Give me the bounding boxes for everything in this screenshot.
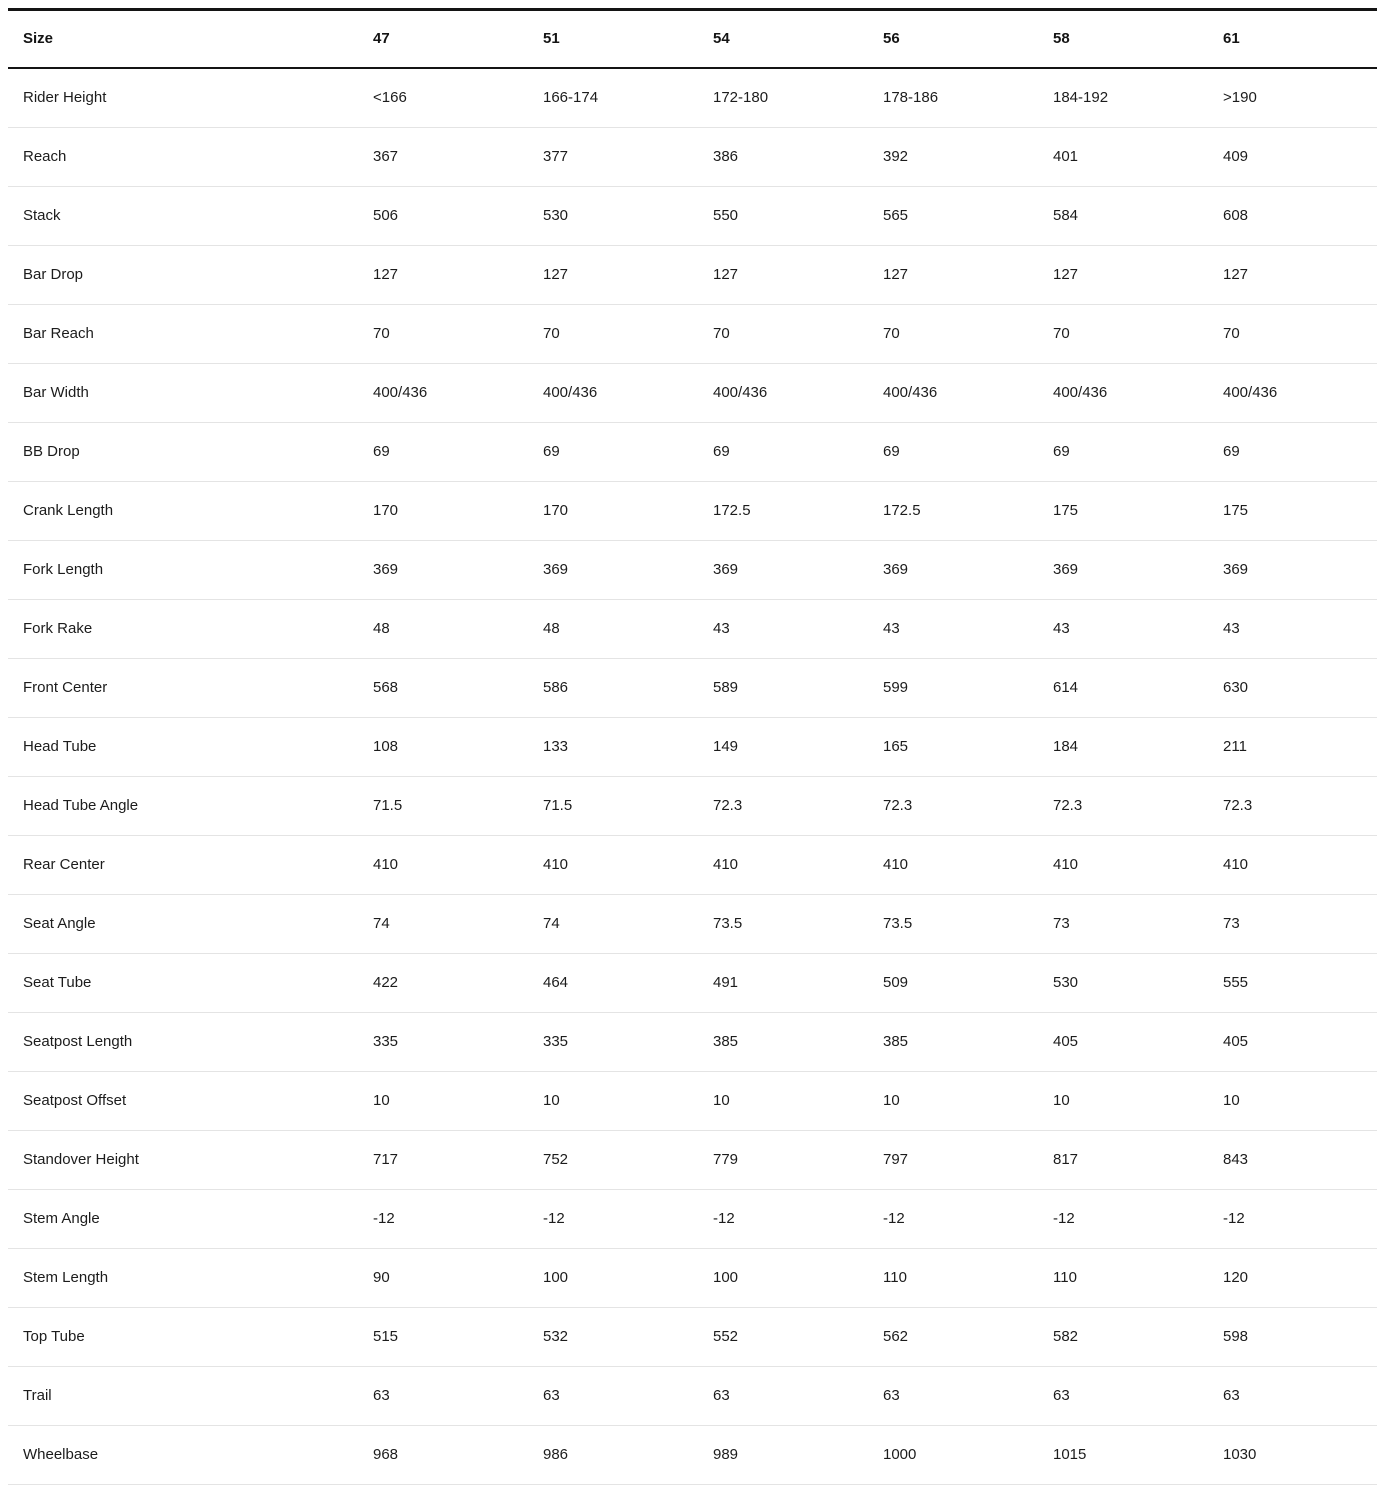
cell-value: 584: [1038, 187, 1208, 246]
table-row: [8, 128, 1377, 187]
cell-value: 70: [528, 305, 698, 364]
column-header-47: 47: [358, 10, 528, 69]
cell-value: 400/436: [1208, 364, 1377, 423]
cell-value: 843: [1208, 1131, 1377, 1190]
cell-value: 165: [868, 718, 1038, 777]
cell-value: 369: [698, 541, 868, 600]
cell-value: 70: [1038, 305, 1208, 364]
cell-value: 1030: [1208, 1426, 1377, 1485]
cell-value: 968: [358, 1426, 528, 1485]
cell-value: 72.3: [868, 777, 1038, 836]
cell-value: 73: [1208, 895, 1377, 954]
cell-value: 630: [1208, 659, 1377, 718]
cell-value: 335: [528, 1013, 698, 1072]
geometry-table-container: [8, 8, 1377, 1485]
cell-value: 410: [528, 836, 698, 895]
row-label: Wheelbase: [8, 1426, 358, 1485]
row-label: Seatpost Offset: [8, 1072, 358, 1131]
cell-value: 779: [698, 1131, 868, 1190]
cell-value: 464: [528, 954, 698, 1013]
cell-value: 422: [358, 954, 528, 1013]
table-row: [8, 954, 1377, 1013]
cell-value: 515: [358, 1308, 528, 1367]
header-row: [8, 10, 1377, 69]
cell-value: 70: [1208, 305, 1377, 364]
cell-value: 90: [358, 1249, 528, 1308]
cell-value: 100: [698, 1249, 868, 1308]
cell-value: 386: [698, 128, 868, 187]
cell-value: 586: [528, 659, 698, 718]
cell-value: 73.5: [868, 895, 1038, 954]
cell-value: 127: [868, 246, 1038, 305]
cell-value: 369: [1038, 541, 1208, 600]
row-label: Stack: [8, 187, 358, 246]
column-header-56: 56: [868, 10, 1038, 69]
cell-value: 565: [868, 187, 1038, 246]
cell-value: 1000: [868, 1426, 1038, 1485]
table-row: [8, 1367, 1377, 1426]
cell-value: 10: [528, 1072, 698, 1131]
cell-value: 582: [1038, 1308, 1208, 1367]
cell-value: 409: [1208, 128, 1377, 187]
cell-value: 69: [868, 423, 1038, 482]
cell-value: 72.3: [1038, 777, 1208, 836]
cell-value: 63: [1038, 1367, 1208, 1426]
cell-value: 367: [358, 128, 528, 187]
cell-value: 401: [1038, 128, 1208, 187]
table-row: [8, 718, 1377, 777]
cell-value: 598: [1208, 1308, 1377, 1367]
cell-value: 69: [358, 423, 528, 482]
row-label: Front Center: [8, 659, 358, 718]
cell-value: 71.5: [358, 777, 528, 836]
cell-value: 63: [698, 1367, 868, 1426]
cell-value: 74: [528, 895, 698, 954]
cell-value: 532: [528, 1308, 698, 1367]
column-header-54: 54: [698, 10, 868, 69]
cell-value: 797: [868, 1131, 1038, 1190]
cell-value: 184: [1038, 718, 1208, 777]
row-label: Trail: [8, 1367, 358, 1426]
row-label: Bar Drop: [8, 246, 358, 305]
row-label: BB Drop: [8, 423, 358, 482]
cell-value: 400/436: [358, 364, 528, 423]
cell-value: 72.3: [1208, 777, 1377, 836]
cell-value: -12: [1038, 1190, 1208, 1249]
cell-value: 10: [868, 1072, 1038, 1131]
cell-value: 589: [698, 659, 868, 718]
table-row: [8, 1426, 1377, 1485]
table-row: [8, 187, 1377, 246]
cell-value: 175: [1208, 482, 1377, 541]
cell-value: 211: [1208, 718, 1377, 777]
cell-value: 400/436: [1038, 364, 1208, 423]
cell-value: 10: [1038, 1072, 1208, 1131]
table-row: [8, 364, 1377, 423]
table-row: [8, 600, 1377, 659]
cell-value: 110: [1038, 1249, 1208, 1308]
row-label: Top Tube: [8, 1308, 358, 1367]
row-label: Stem Angle: [8, 1190, 358, 1249]
cell-value: 149: [698, 718, 868, 777]
cell-value: 110: [868, 1249, 1038, 1308]
cell-value: 120: [1208, 1249, 1377, 1308]
cell-value: -12: [528, 1190, 698, 1249]
cell-value: 752: [528, 1131, 698, 1190]
cell-value: -12: [698, 1190, 868, 1249]
cell-value: 400/436: [698, 364, 868, 423]
cell-value: 1015: [1038, 1426, 1208, 1485]
column-header-size: Size: [8, 10, 358, 69]
cell-value: 127: [528, 246, 698, 305]
table-row: [8, 1013, 1377, 1072]
cell-value: 69: [698, 423, 868, 482]
cell-value: >190: [1208, 68, 1377, 128]
cell-value: 133: [528, 718, 698, 777]
cell-value: 369: [868, 541, 1038, 600]
cell-value: 986: [528, 1426, 698, 1485]
table-row: [8, 895, 1377, 954]
cell-value: 530: [528, 187, 698, 246]
row-label: Rider Height: [8, 68, 358, 128]
cell-value: 70: [868, 305, 1038, 364]
cell-value: 70: [698, 305, 868, 364]
table-row: [8, 659, 1377, 718]
cell-value: 599: [868, 659, 1038, 718]
cell-value: 71.5: [528, 777, 698, 836]
cell-value: -12: [1208, 1190, 1377, 1249]
table-row: [8, 1131, 1377, 1190]
cell-value: 335: [358, 1013, 528, 1072]
cell-value: 506: [358, 187, 528, 246]
cell-value: 400/436: [868, 364, 1038, 423]
row-label: Bar Reach: [8, 305, 358, 364]
cell-value: 568: [358, 659, 528, 718]
row-label: Head Tube: [8, 718, 358, 777]
cell-value: 43: [868, 600, 1038, 659]
row-label: Reach: [8, 128, 358, 187]
cell-value: 127: [1038, 246, 1208, 305]
cell-value: 989: [698, 1426, 868, 1485]
cell-value: 717: [358, 1131, 528, 1190]
cell-value: 405: [1208, 1013, 1377, 1072]
cell-value: 377: [528, 128, 698, 187]
cell-value: 175: [1038, 482, 1208, 541]
cell-value: 410: [1038, 836, 1208, 895]
table-row: [8, 246, 1377, 305]
cell-value: 43: [1208, 600, 1377, 659]
cell-value: 410: [358, 836, 528, 895]
cell-value: 127: [358, 246, 528, 305]
table-row: [8, 1072, 1377, 1131]
cell-value: 562: [868, 1308, 1038, 1367]
cell-value: 10: [358, 1072, 528, 1131]
column-header-61: 61: [1208, 10, 1377, 69]
cell-value: 491: [698, 954, 868, 1013]
table-row: [8, 1190, 1377, 1249]
cell-value: 172.5: [868, 482, 1038, 541]
row-label: Stem Length: [8, 1249, 358, 1308]
cell-value: 63: [358, 1367, 528, 1426]
cell-value: 550: [698, 187, 868, 246]
cell-value: 410: [868, 836, 1038, 895]
geometry-table: [8, 8, 1377, 1485]
table-row: [8, 1249, 1377, 1308]
cell-value: 405: [1038, 1013, 1208, 1072]
cell-value: -12: [868, 1190, 1038, 1249]
row-label: Crank Length: [8, 482, 358, 541]
cell-value: 63: [528, 1367, 698, 1426]
table-row: [8, 836, 1377, 895]
table-row: [8, 541, 1377, 600]
row-label: Seat Angle: [8, 895, 358, 954]
table-row: [8, 777, 1377, 836]
cell-value: -12: [358, 1190, 528, 1249]
cell-value: 817: [1038, 1131, 1208, 1190]
cell-value: 48: [358, 600, 528, 659]
cell-value: 70: [358, 305, 528, 364]
cell-value: 178-186: [868, 68, 1038, 128]
cell-value: 10: [698, 1072, 868, 1131]
cell-value: 392: [868, 128, 1038, 187]
cell-value: 369: [1208, 541, 1377, 600]
cell-value: 555: [1208, 954, 1377, 1013]
row-label: Head Tube Angle: [8, 777, 358, 836]
cell-value: 127: [698, 246, 868, 305]
cell-value: 166-174: [528, 68, 698, 128]
table-row: [8, 305, 1377, 364]
cell-value: 73.5: [698, 895, 868, 954]
cell-value: 63: [1208, 1367, 1377, 1426]
column-header-58: 58: [1038, 10, 1208, 69]
cell-value: 127: [1208, 246, 1377, 305]
cell-value: 385: [868, 1013, 1038, 1072]
cell-value: 552: [698, 1308, 868, 1367]
cell-value: 369: [528, 541, 698, 600]
cell-value: 69: [1208, 423, 1377, 482]
cell-value: 172.5: [698, 482, 868, 541]
cell-value: 48: [528, 600, 698, 659]
row-label: Standover Height: [8, 1131, 358, 1190]
cell-value: 400/436: [528, 364, 698, 423]
table-row: [8, 1308, 1377, 1367]
cell-value: 72.3: [698, 777, 868, 836]
cell-value: 410: [1208, 836, 1377, 895]
cell-value: 614: [1038, 659, 1208, 718]
cell-value: 63: [868, 1367, 1038, 1426]
row-label: Rear Center: [8, 836, 358, 895]
row-label: Fork Rake: [8, 600, 358, 659]
cell-value: 74: [358, 895, 528, 954]
cell-value: 69: [528, 423, 698, 482]
cell-value: 172-180: [698, 68, 868, 128]
cell-value: 170: [358, 482, 528, 541]
column-header-51: 51: [528, 10, 698, 69]
cell-value: 385: [698, 1013, 868, 1072]
table-row: [8, 423, 1377, 482]
cell-value: 100: [528, 1249, 698, 1308]
cell-value: 43: [1038, 600, 1208, 659]
cell-value: 530: [1038, 954, 1208, 1013]
cell-value: 43: [698, 600, 868, 659]
cell-value: 509: [868, 954, 1038, 1013]
cell-value: 410: [698, 836, 868, 895]
row-label: Fork Length: [8, 541, 358, 600]
cell-value: <166: [358, 68, 528, 128]
cell-value: 69: [1038, 423, 1208, 482]
cell-value: 108: [358, 718, 528, 777]
cell-value: 369: [358, 541, 528, 600]
table-body: [8, 68, 1377, 1485]
row-label: Seat Tube: [8, 954, 358, 1013]
table-row: [8, 68, 1377, 128]
cell-value: 170: [528, 482, 698, 541]
table-header: [8, 10, 1377, 69]
cell-value: 184-192: [1038, 68, 1208, 128]
table-row: [8, 482, 1377, 541]
cell-value: 608: [1208, 187, 1377, 246]
row-label: Bar Width: [8, 364, 358, 423]
row-label: Seatpost Length: [8, 1013, 358, 1072]
cell-value: 10: [1208, 1072, 1377, 1131]
cell-value: 73: [1038, 895, 1208, 954]
